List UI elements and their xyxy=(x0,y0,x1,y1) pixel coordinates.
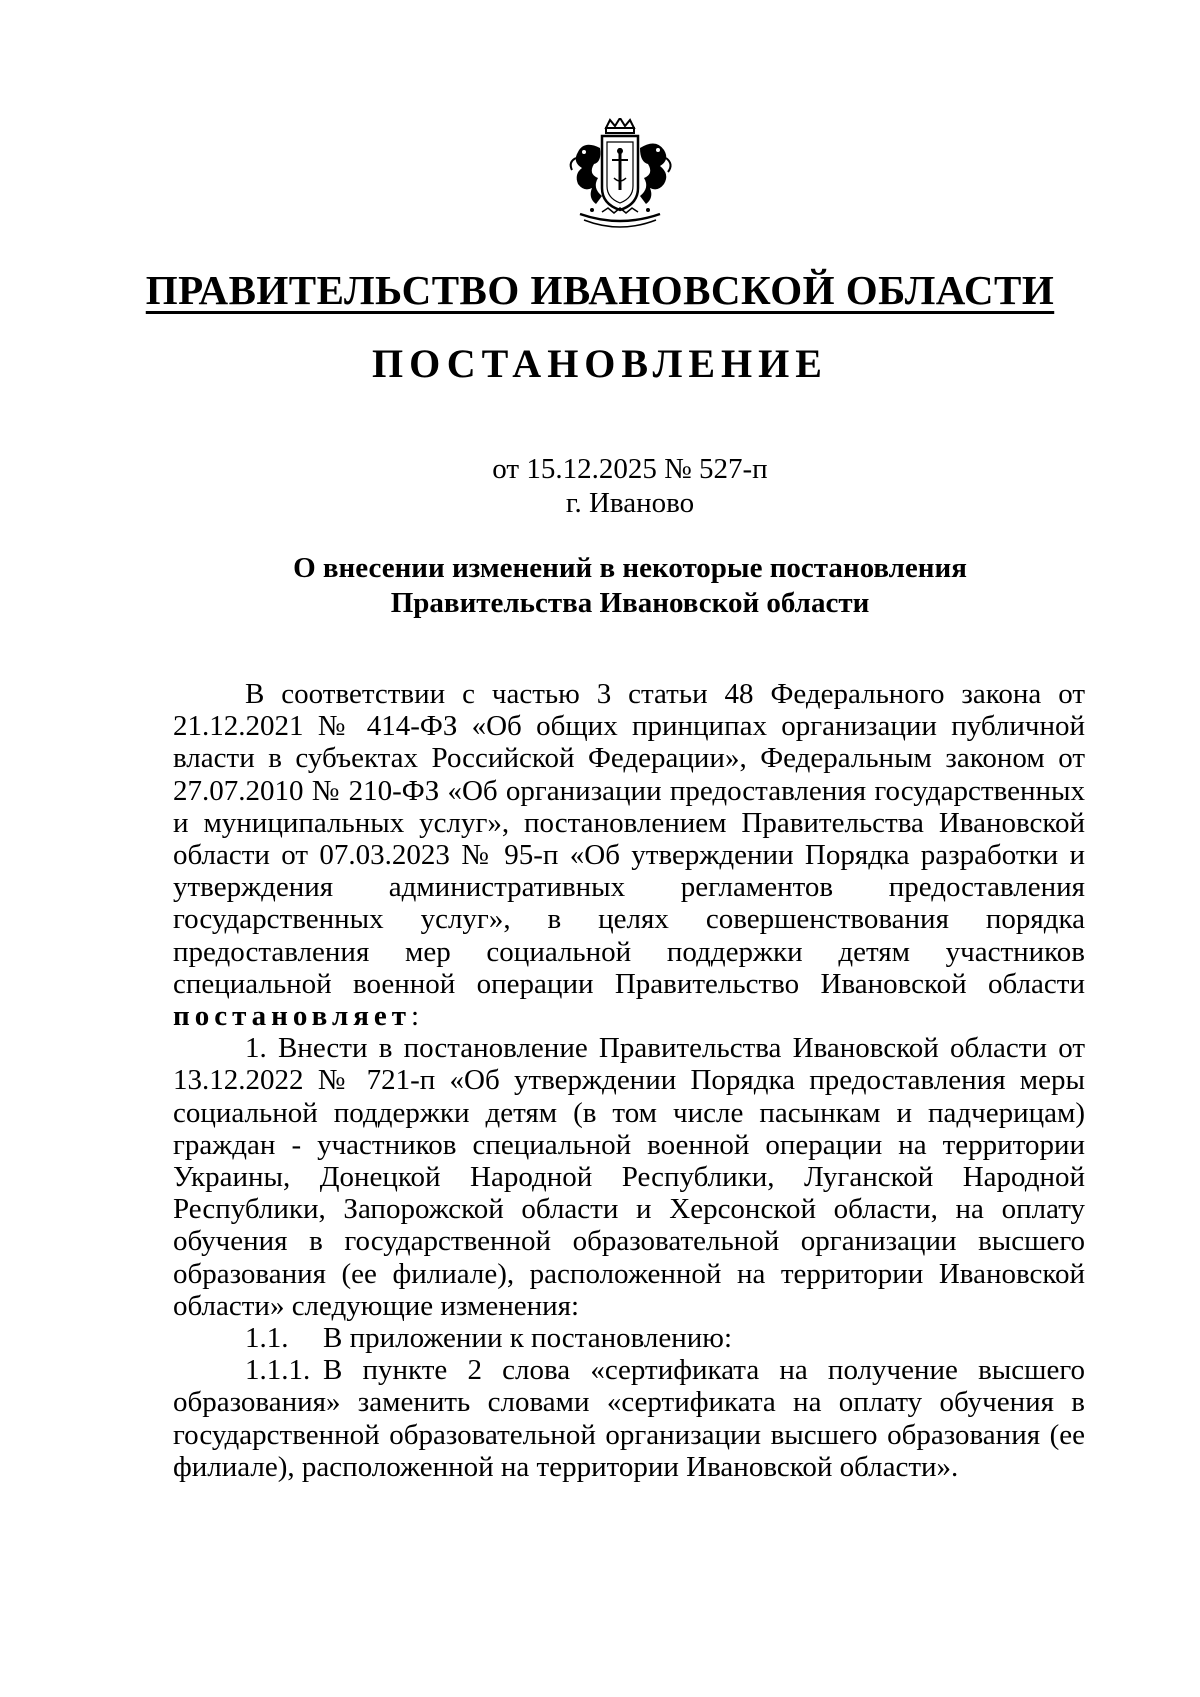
coat-of-arms-icon xyxy=(562,118,678,236)
clause-1-paragraph: 1. Внести в постановление Правительства Ивановской области от 13.12.2022 № 721-п «Об утверждении Порядка предоставления меры социальной поддержки детям (в том числе пасынкам и падчерицам) граждан - участников специальной военной операции на территории Украины, Донецкой Народной Республики, Луганской Народной Республики, Запорожской области и Херсонской области, на оплату обучения в государственной образовательной организации высшего образования (ее филиале), расположенной на территории Ивановской области» следующие изменения: xyxy=(173,1032,1085,1322)
document-subject xyxy=(0,551,1200,621)
document-date-number: от 15.12.2025 № 527-п xyxy=(492,453,768,485)
preamble-text: В соответствии с частью 3 статьи 48 Федерального закона от 21.12.2021 № 414-ФЗ «Об общих принципах организации публичной власти в субъектах Российской Федерации», Федеральным законом от 27.07.2010 № 210-ФЗ «Об организации предоставления государственных и муниципальных услуг», постановлением Правительства Ивановской области от 07.03.2023 № 95-п «Об утверждении Порядка разработки и утверждения административных регламентов предоставления государственных услуг», в целях совершенствования порядка предоставления мер социальной поддержки детям участников специальной военной операции Правительство Ивановской области xyxy=(173,678,1085,1000)
subject-line-2: Правительства Ивановской области xyxy=(390,587,870,619)
preamble-paragraph xyxy=(173,678,1085,1032)
clause-1-1-paragraph xyxy=(173,1322,1085,1354)
clause-1-1-1-paragraph xyxy=(173,1354,1085,1483)
clause-1-1-text: В приложении к постановлению: xyxy=(323,1322,733,1355)
clause-1-1-number: 1.1. xyxy=(245,1322,289,1355)
document-type-heading: ПОСТАНОВЛЕНИЕ xyxy=(372,341,828,386)
coat-of-arms-emblem xyxy=(562,118,678,236)
clause-1-1-1-text: В пункте 2 слова «сертификата на получение высшего образования» заменить словами «сертификата на оплату обучения в государственной образовательной организации высшего образования (ее филиале), расположенной на территории Ивановской области». xyxy=(173,1354,1085,1483)
document-city: г. Иваново xyxy=(565,487,695,519)
subject-line-1: О внесении изменений в некоторые постановления xyxy=(293,552,967,584)
organization-title: ПРАВИТЕЛЬСТВО ИВАНОВСКОЙ ОБЛАСТИ xyxy=(145,267,1055,313)
clause-1-1-1-number: 1.1.1. xyxy=(245,1354,311,1387)
decree-colon: : xyxy=(411,1000,420,1033)
decree-word: постановляет xyxy=(173,1000,412,1033)
document-body xyxy=(173,678,1085,1483)
